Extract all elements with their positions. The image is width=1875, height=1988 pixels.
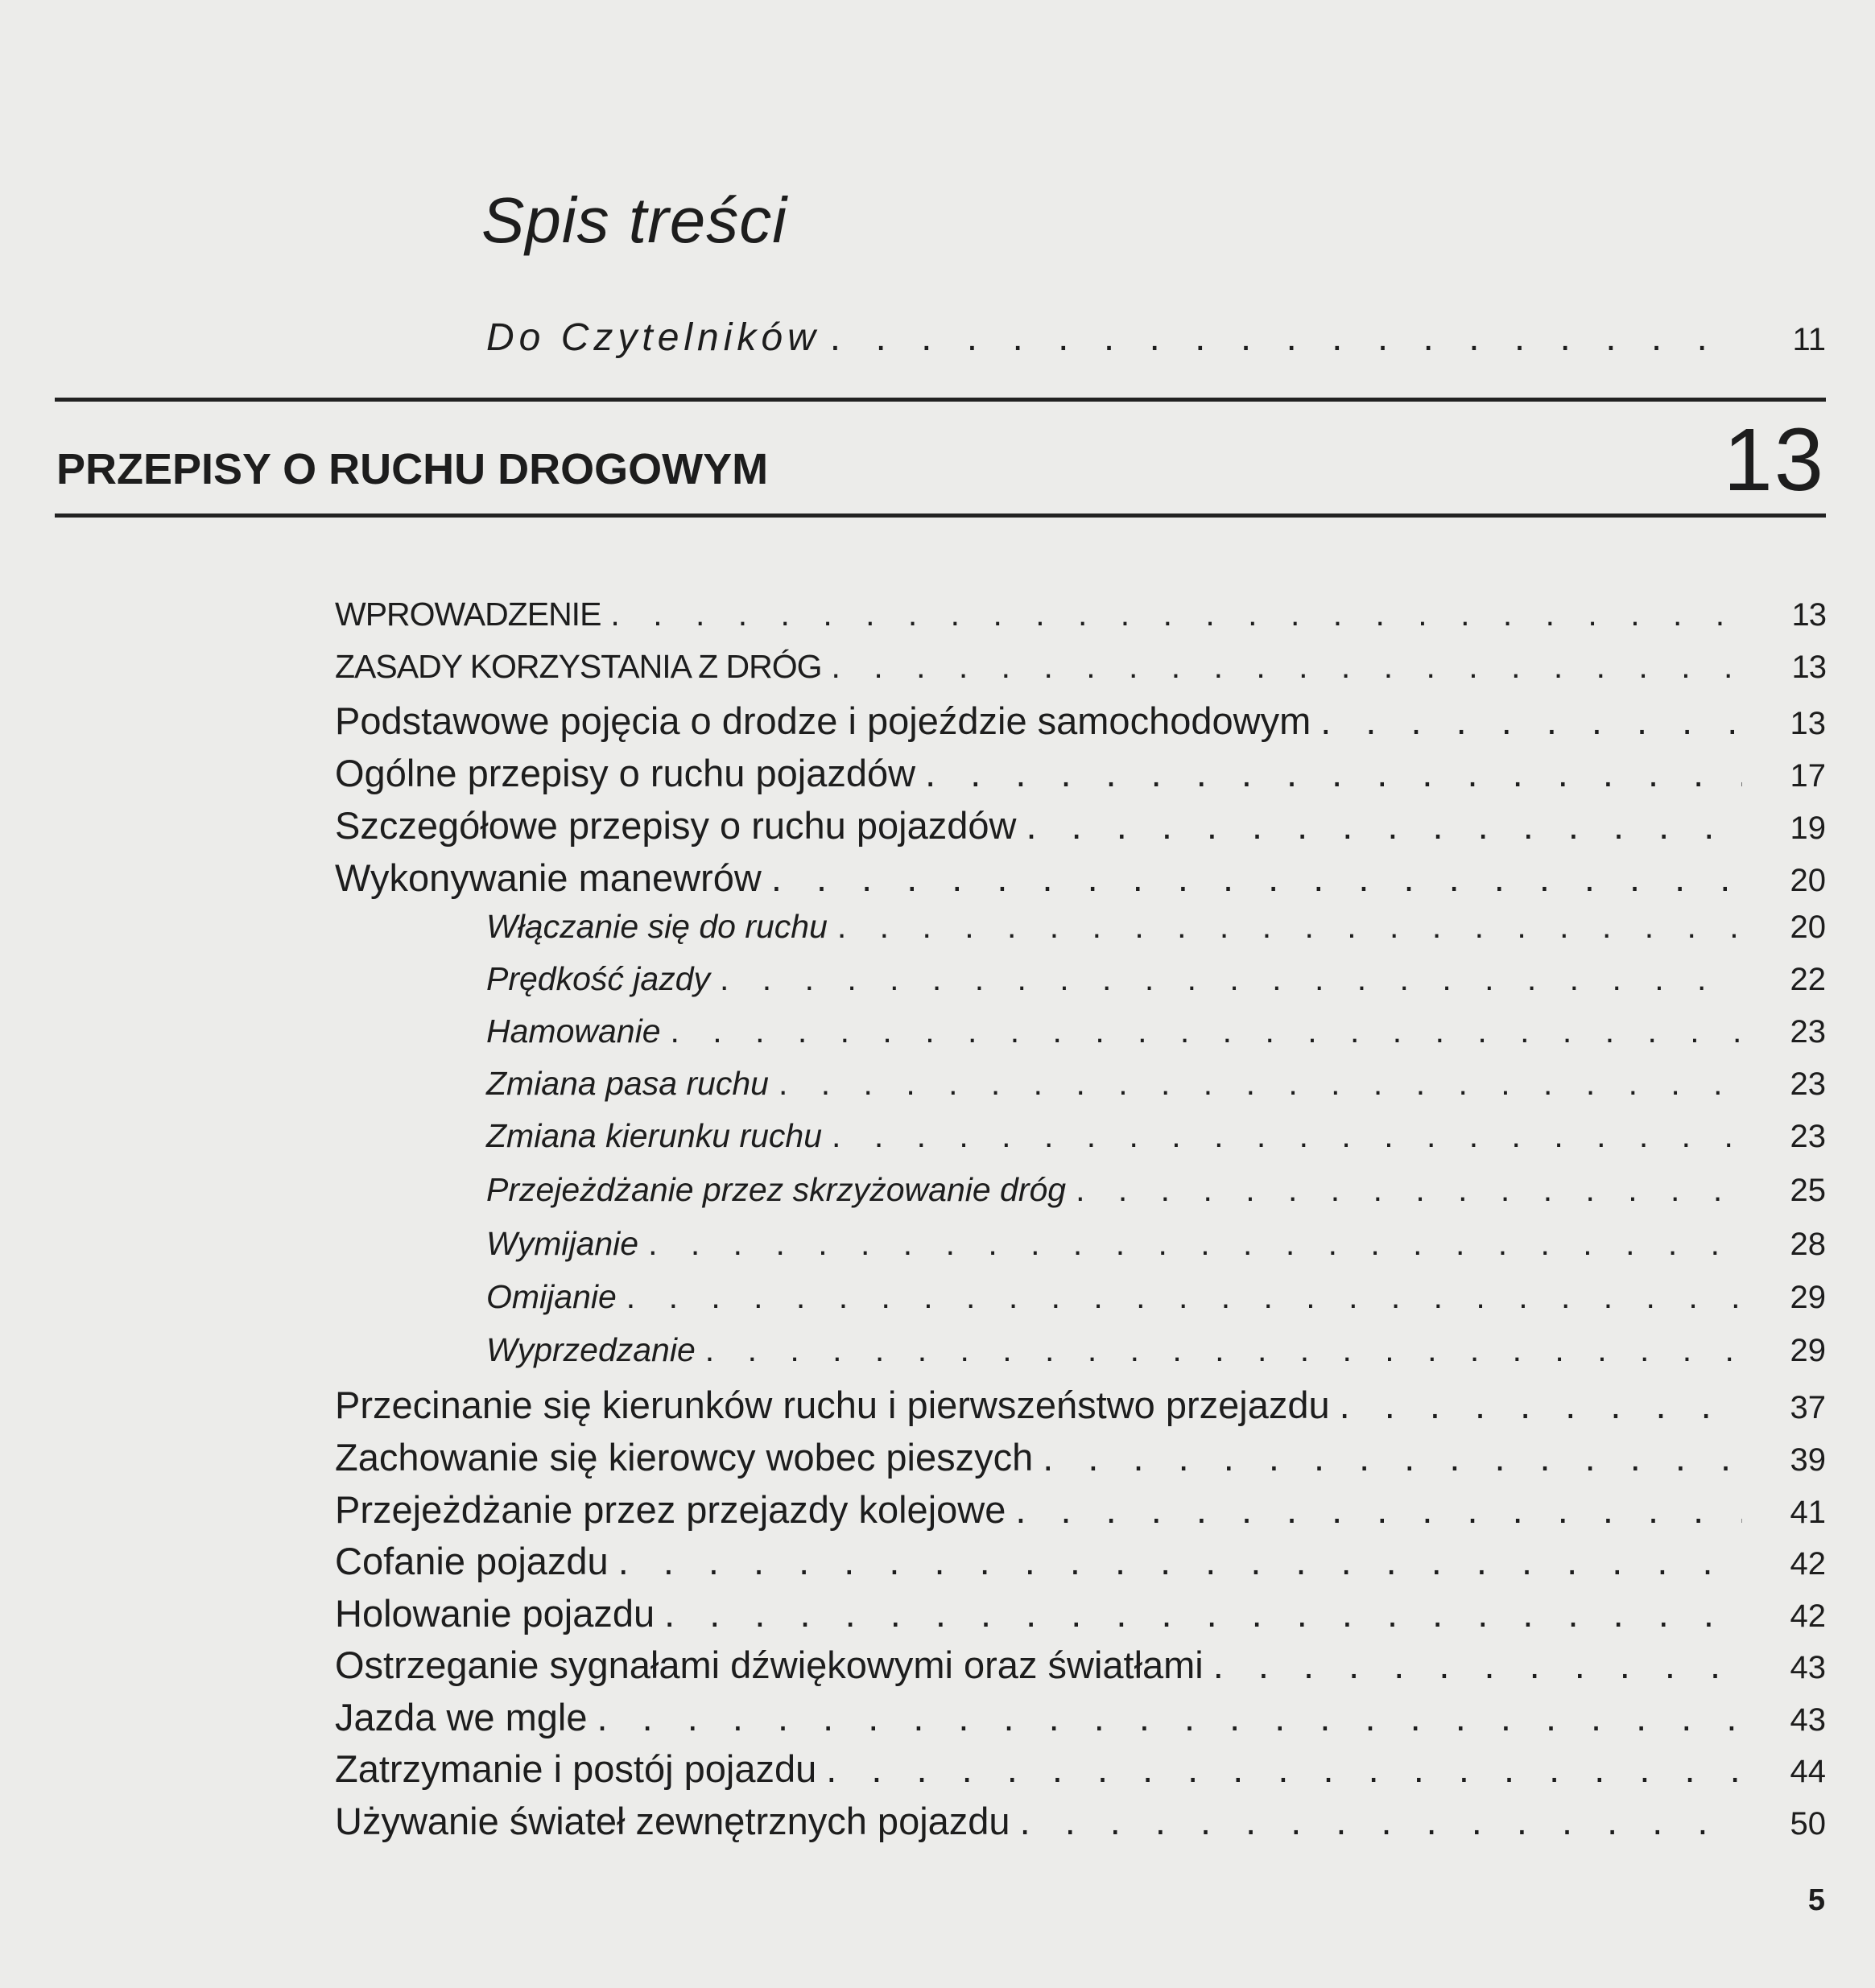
dot-leader [832, 1117, 1742, 1155]
toc-entry-label: Zatrzymanie i postój pojazdu [335, 1747, 817, 1790]
section-title: PRZEPISY O RUCHU DROGOWYM [56, 445, 769, 493]
toc-entry-page-number: 39 [1790, 1442, 1826, 1478]
dot-leader [1340, 1383, 1742, 1427]
toc-entry-page-number: 23 [1790, 1119, 1826, 1154]
toc-entry-page-number: 23 [1790, 1014, 1826, 1050]
dot-leader [610, 596, 1742, 633]
toc-entry [335, 648, 1826, 686]
toc-entry-label: Holowanie pojazdu [335, 1592, 655, 1635]
toc-entry [335, 1643, 1826, 1687]
toc-entry-page-number: 13 [1791, 597, 1826, 633]
dot-leader [705, 1331, 1742, 1369]
toc-entry-page-number: 13 [1791, 650, 1826, 685]
dot-leader [771, 856, 1742, 900]
page-folio: 5 [1807, 1883, 1825, 1917]
page-title: Spis treści [481, 184, 787, 256]
dot-leader [925, 751, 1742, 795]
dot-leader [1076, 1171, 1742, 1209]
toc-subentry [486, 1225, 1826, 1263]
toc-entry-label: Ogólne przepisy o ruchu pojazdów [335, 752, 916, 794]
toc-entry-page-number: 19 [1790, 810, 1826, 846]
toc-entry-label: Ostrzeganie sygnałami dźwiękowymi oraz światłami [335, 1644, 1204, 1686]
dot-leader [778, 1065, 1742, 1103]
toc-entry-page-number: 13 [1790, 706, 1826, 741]
toc-entry-page-number: 28 [1790, 1227, 1826, 1262]
toc-entry-label: Szczegółowe przepisy o ruchu pojazdów [335, 804, 1017, 847]
toc-entry-label: Zmiana kierunku ruchu [486, 1117, 823, 1154]
toc-entry-label: Cofanie pojazdu [335, 1540, 609, 1582]
toc-entry-page-number: 29 [1790, 1280, 1826, 1315]
toc-entry-label: WPROWADZENIE [335, 596, 601, 633]
dot-leader [671, 1013, 1743, 1050]
toc-subentry [486, 1331, 1826, 1369]
toc-entry-label: Zachowanie się kierowcy wobec pieszych [335, 1436, 1034, 1479]
toc-entry-page-number: 44 [1790, 1754, 1826, 1789]
toc-entry-label: Omijanie [486, 1278, 617, 1315]
toc-entry-label: Przejeżdżanie przez przejazdy kolejowe [335, 1488, 1006, 1531]
toc-entry [335, 1487, 1826, 1532]
toc-entry-page-number: 41 [1790, 1495, 1826, 1530]
toc-entry-page-number: 50 [1790, 1806, 1826, 1842]
dot-leader [1026, 803, 1742, 848]
toc-entry [335, 856, 1826, 900]
toc-entry [335, 1383, 1826, 1427]
intro-entry [486, 316, 1826, 360]
toc-entry-label: Przejeżdżanie przez skrzyżowanie dróg [486, 1171, 1067, 1208]
toc-entry-label: Używanie świateł zewnętrznych pojazdu [335, 1800, 1010, 1842]
intro-page-number: 11 [1792, 322, 1826, 357]
dot-leader [837, 908, 1742, 946]
toc-subentry [486, 1013, 1826, 1050]
toc-subentry [486, 1278, 1826, 1316]
section-rule-bottom [55, 513, 1826, 518]
dot-leader [826, 1747, 1742, 1791]
dot-leader [618, 1539, 1742, 1583]
toc-entry-label: Prędkość jazdy [486, 960, 711, 997]
toc-entry-label: Podstawowe pojęcia o drodze i pojeździe samochodowym [335, 699, 1311, 742]
toc-entry-label: Hamowanie [486, 1013, 661, 1050]
toc-entry-page-number: 17 [1790, 758, 1826, 794]
dot-leader [664, 1591, 1742, 1635]
toc-entry-page-number: 20 [1790, 909, 1826, 945]
dot-leader [648, 1225, 1742, 1263]
toc-entry [335, 1591, 1826, 1635]
dot-leader [1320, 699, 1742, 743]
toc-entry [335, 751, 1826, 795]
toc-entry-label: Włączanie się do ruchu [486, 908, 828, 945]
toc-entry [335, 1747, 1826, 1791]
toc-entry [335, 1695, 1826, 1739]
dot-leader [1043, 1435, 1742, 1479]
toc-entry-label: Przecinanie się kierunków ruchu i pierwszeństwo przejazdu [335, 1384, 1330, 1426]
dot-leader [1020, 1799, 1742, 1843]
toc-entry-label: Wyprzedzanie [486, 1331, 696, 1368]
section-rule-top [55, 398, 1826, 402]
toc-entry-page-number: 29 [1790, 1333, 1826, 1368]
dot-leader [720, 960, 1742, 998]
toc-entry-label: ZASADY KORZYSTANIA Z DRÓG [335, 648, 822, 685]
toc-subentry [486, 960, 1826, 998]
toc-entry-page-number: 43 [1790, 1702, 1826, 1738]
toc-entry [335, 596, 1826, 633]
toc-entry-label: Jazda we mgle [335, 1696, 588, 1738]
toc-entry [335, 1799, 1826, 1843]
toc-entry-page-number: 20 [1790, 863, 1826, 898]
dot-leader [626, 1278, 1742, 1316]
dot-leader [832, 648, 1742, 686]
dot-leader [830, 316, 1742, 360]
toc-entry [335, 699, 1826, 743]
toc-entry [335, 1435, 1826, 1479]
toc-entry-page-number: 42 [1790, 1546, 1826, 1582]
toc-entry-page-number: 22 [1790, 962, 1826, 997]
toc-entry-page-number: 37 [1790, 1390, 1826, 1425]
toc-entry [335, 803, 1826, 848]
toc-entry-label: Wymijanie [486, 1225, 639, 1262]
toc-subentry [486, 1065, 1826, 1103]
dot-leader [597, 1695, 1743, 1739]
toc-subentry [486, 1117, 1826, 1155]
dot-leader [1213, 1643, 1742, 1687]
section-page-number: 13 [1723, 410, 1825, 509]
toc-entry-page-number: 42 [1790, 1598, 1826, 1634]
toc-entry-page-number: 23 [1790, 1066, 1826, 1102]
toc-entry-label: Zmiana pasa ruchu [486, 1065, 769, 1102]
toc-entry-page-number: 25 [1790, 1173, 1826, 1208]
toc-subentry [486, 908, 1826, 946]
toc-entry-page-number: 43 [1790, 1650, 1826, 1685]
intro-label: Do Czytelników [486, 316, 820, 359]
toc-subentry [486, 1171, 1826, 1209]
toc-entry-label: Wykonywanie manewrów [335, 856, 762, 899]
toc-entry [335, 1539, 1826, 1583]
dot-leader [1015, 1487, 1742, 1532]
